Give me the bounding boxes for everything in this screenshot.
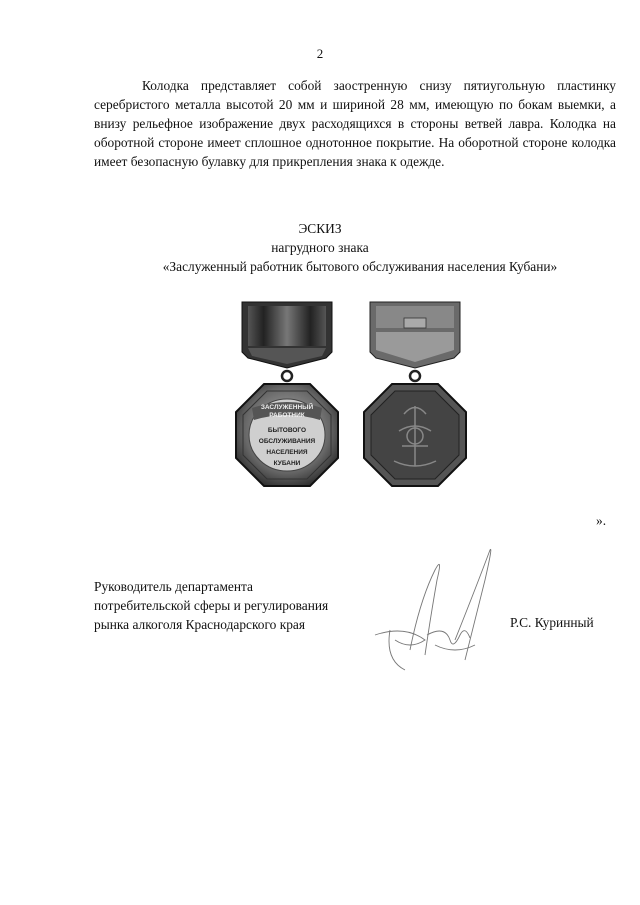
medal-text-line3: БЫТОВОГО bbox=[267, 427, 307, 434]
signature-block bbox=[94, 577, 328, 634]
medal-text-line6: КУБАНИ bbox=[273, 460, 301, 467]
signature-title-line2: потребительской сферы и регулирования bbox=[94, 598, 329, 613]
handwritten-signature bbox=[365, 540, 515, 685]
medal-text-line2: РАБОТНИК bbox=[269, 412, 305, 419]
medal-text-line5: НАСЕЛЕНИЯ bbox=[266, 449, 308, 456]
sketch-name: «Заслуженный работник бытового обслуживания населения Кубани» bbox=[162, 259, 558, 274]
signature-title-line3: рынка алкоголя Краснодарского края bbox=[94, 617, 305, 632]
medal-text-line4: ОБСЛУЖИВАНИЯ bbox=[258, 438, 316, 445]
signatory-name: Р.С. Куринный bbox=[510, 615, 594, 630]
sketch-subtitle: нагрудного знака bbox=[271, 240, 369, 255]
body-paragraph: Колодка представляет собой заостренную снизу пятиугольную пластинку серебристого металла высотой 20 мм и шириной 28 мм, имеющую по бокам выемки, а внизу рельефное изображение двух расходящихся в стороны ветвей лавра. Колодка на оборотной стороне имеет сплошное однотонное покрытие. На оборотной стороне колодка имеет безопасную булавку для прикрепления знака к одежде. bbox=[94, 78, 616, 169]
signature-title-line1: Руководитель департамента bbox=[94, 579, 253, 594]
medal-text-line1: ЗАСЛУЖЕННЫЙ bbox=[260, 404, 314, 411]
sketch-title: ЭСКИЗ bbox=[298, 221, 342, 236]
medal-sketch-image bbox=[234, 296, 474, 511]
closing-quote: ». bbox=[596, 513, 607, 528]
page-number: 2 bbox=[316, 46, 324, 61]
medal-back bbox=[364, 302, 466, 486]
medal-front bbox=[236, 302, 338, 486]
